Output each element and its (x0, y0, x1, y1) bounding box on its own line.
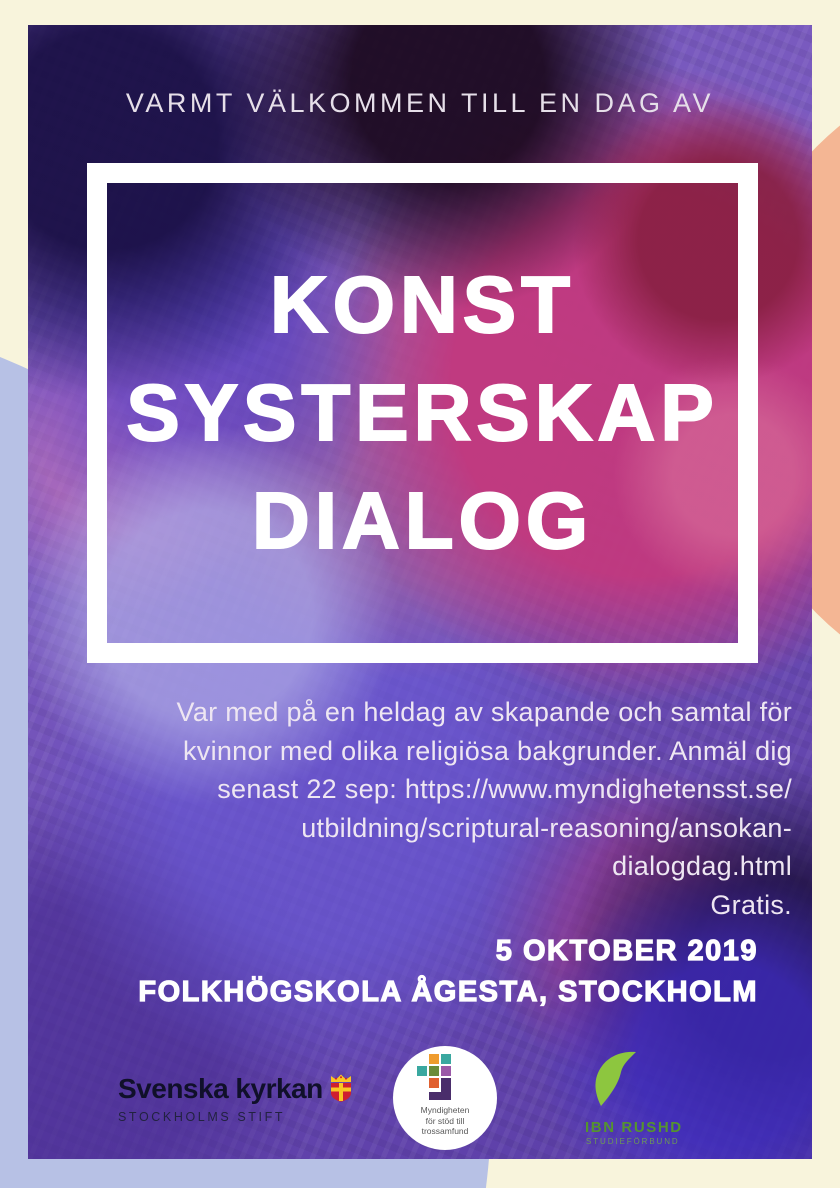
title-frame (87, 163, 758, 663)
sst-text-line: Myndigheten (420, 1105, 470, 1115)
sst-text-line: trossamfund (421, 1126, 469, 1136)
body-line: kvinnor med olika religiösa bakgrunder. Anmäl dig (182, 735, 792, 766)
svenska-kyrkan-wordmark: Svenska kyrkan (118, 1073, 323, 1104)
body-line: senast 22 sep: https://www.myndighetensst.se/ (217, 774, 792, 804)
svenska-kyrkan-crest-icon (329, 1074, 353, 1107)
sst-text-line: för stöd till (425, 1115, 465, 1126)
svenska-kyrkan-subtitle: STOCKHOLMS STIFT (118, 1110, 286, 1124)
ibn-rushd-subtitle: STUDIEFÖRBUND (586, 1137, 680, 1146)
ibn-rushd-swoosh-icon (593, 1050, 643, 1111)
body-line: dialogdag.html (612, 851, 792, 881)
event-date: 5 OKTOBER 2019 (495, 935, 758, 967)
title-line-2: SYSTERSKAP (126, 368, 719, 457)
ibn-rushd-wordmark: IBN RUSHD (585, 1119, 683, 1136)
title-line-3: DIALOG (251, 476, 594, 565)
body-line: Gratis. (710, 889, 792, 920)
event-date-location (138, 931, 758, 1013)
event-location: FOLKHÖGSKOLA ÅGESTA, STOCKHOLM (138, 976, 758, 1008)
body-paragraph (78, 693, 792, 924)
body-line: utbildning/scriptural-reasoning/ansokan- (301, 812, 792, 843)
svenska-kyrkan-logo (118, 1073, 328, 1124)
painting-background (28, 25, 812, 1159)
body-line: Var med på en heldag av skapande och samtal för (176, 697, 792, 727)
intro-text: VARMT VÄLKOMMEN TILL EN DAG AV (125, 88, 715, 118)
title-line-1: KONST (270, 260, 575, 349)
sst-logo (393, 1046, 497, 1150)
